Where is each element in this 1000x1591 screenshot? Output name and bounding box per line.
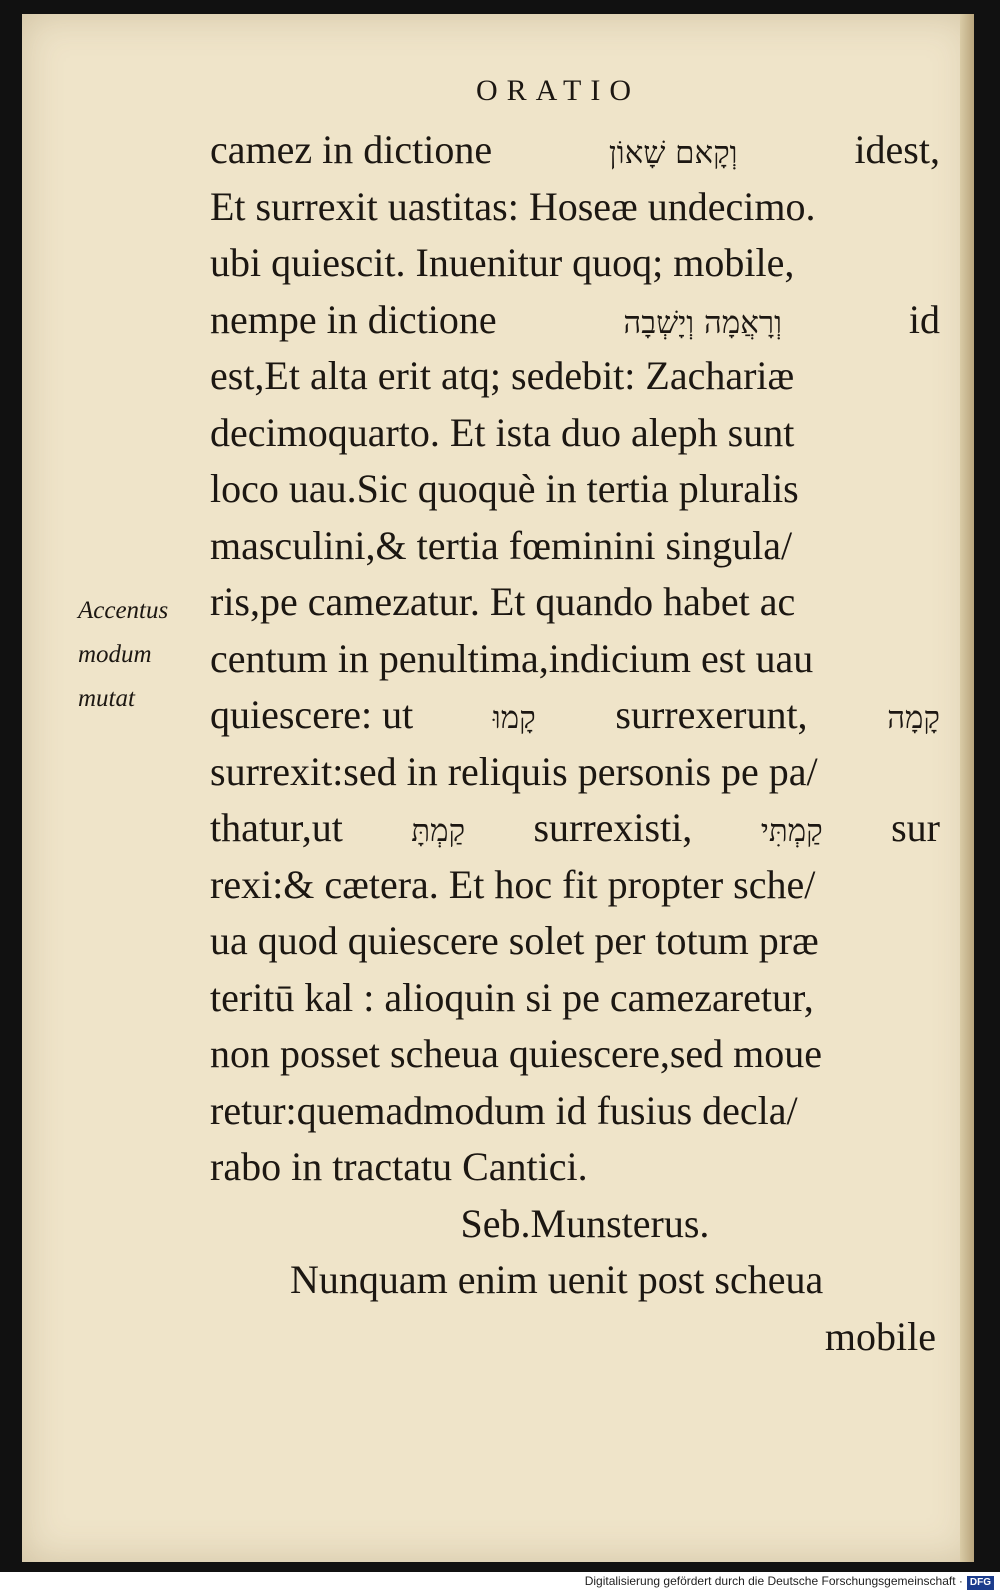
book-page <box>22 14 974 1562</box>
page-edge <box>960 14 974 1562</box>
text-segment: nempe in dictione <box>210 296 497 342</box>
text-segment: teritū kal : alioquin si pe camezaretur, <box>210 974 814 1020</box>
text-segment: Et surrexit uastitas: Hoseæ undecimo. <box>210 183 816 229</box>
text-segment: rabo in tractatu Cantici. <box>210 1144 588 1189</box>
margin-note <box>78 589 168 721</box>
text-segment: surrexisti, <box>533 805 693 850</box>
text-line <box>210 179 940 236</box>
text-line <box>210 235 940 292</box>
hebrew-word: קַמְתָּ <box>411 813 466 849</box>
text-segment: ris,pe camezatur. Et quando habet ac <box>210 579 796 624</box>
text-segment: est,Et alta erit atq; sedebit: Zachariæ <box>210 353 795 398</box>
signature <box>210 1196 940 1253</box>
text-segment: id <box>908 296 940 342</box>
text-segment: camez in dictione <box>210 127 493 172</box>
text-line <box>210 744 940 801</box>
text-segment: rexi:& cætera. Et hoc fit propter sche/ <box>210 861 816 907</box>
text-segment: idest, <box>854 127 940 172</box>
text-line <box>210 292 940 349</box>
text-line <box>210 913 940 970</box>
text-line <box>210 348 940 405</box>
signature-text: Seb.Munsterus. <box>460 1200 710 1246</box>
text-segment: thatur,ut <box>210 805 343 850</box>
text-segment: masculini,& tertia fœminini singula/ <box>210 522 793 568</box>
catchword-text: mobile <box>824 1313 936 1359</box>
dfg-logo: DFG <box>967 1576 994 1590</box>
hebrew-word: קָמָה <box>887 700 940 736</box>
text-body <box>210 122 940 1365</box>
hebrew-word: קָמוּ <box>492 700 536 736</box>
hebrew-word: וְרָאֲמָה וְיָשְׁבָה <box>623 304 783 341</box>
hebrew-word: קַמְתִּי <box>760 813 823 849</box>
text-line <box>210 631 940 688</box>
text-segment: surrexit:sed in reliquis personis pe pa/ <box>210 748 818 794</box>
text-line <box>210 970 940 1027</box>
text-line <box>210 1026 940 1083</box>
text-line <box>210 122 940 179</box>
continuation-line <box>210 1252 940 1309</box>
margin-note-line: modum <box>78 641 152 668</box>
text-segment: ubi quiescit. Inuenitur quoq; mobile, <box>210 240 795 285</box>
margin-note-line: mutat <box>78 685 135 712</box>
margin-note-line: Accentus <box>78 597 169 624</box>
text-segment: sur <box>891 805 940 850</box>
running-head: ORATIO <box>476 74 640 107</box>
text-segment: centum in penultima,indicium est uau <box>210 635 814 681</box>
text-line <box>210 1139 940 1196</box>
text-segment: retur:quemadmodum id fusius decla/ <box>210 1087 798 1133</box>
footer-bar <box>0 1572 1000 1591</box>
text-segment: non posset scheua quiescere,sed moue <box>210 1031 823 1076</box>
text-line <box>210 857 940 914</box>
text-segment: quiescere: ut <box>210 692 414 737</box>
footer-text: Digitalisierung gefördert durch die Deutsche Forschungsgemeinschaft · <box>584 1574 963 1588</box>
catchword <box>210 1309 940 1366</box>
text-line <box>210 800 940 857</box>
text-line <box>210 687 940 744</box>
text-segment: loco uau.Sic quoquè in tertia pluralis <box>210 466 799 511</box>
text-segment: ua quod quiescere solet per totum præ <box>210 918 819 963</box>
hebrew-word: וְקָאם שָׁאוֹן <box>608 135 738 171</box>
text-line <box>210 1083 940 1140</box>
text-line <box>210 405 940 462</box>
text-line <box>210 461 940 518</box>
text-segment: surrexerunt, <box>615 692 808 737</box>
text-segment: Nunquam enim uenit post scheua <box>290 1257 824 1302</box>
text-line <box>210 518 940 575</box>
text-segment: decimoquarto. Et ista duo aleph sunt <box>210 409 795 455</box>
text-line <box>210 574 940 631</box>
